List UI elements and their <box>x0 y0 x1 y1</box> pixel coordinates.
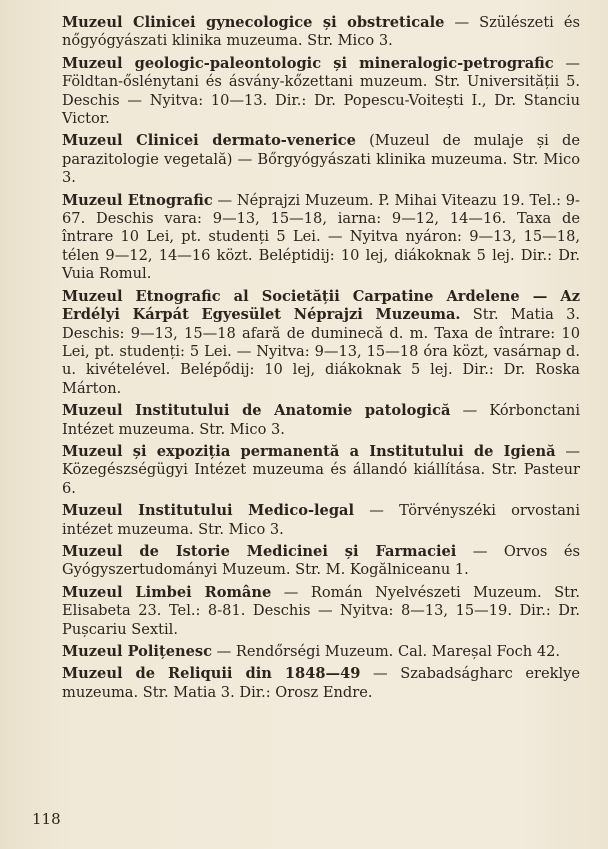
museum-entry-details: Str. Matia 3. Deschis: 9—13, 15—18 afară de duminecă d. m. Taxa de întrare: 10 Lei, pt. studenți: 5 Lei. — Nyitva: 9—13, 15—18 óra közt, vasárnap d. u. kivételével. Belépődij: 10 lej, diákoknak 5 lej. Dir.: Dr. Roska Márton. <box>62 306 580 397</box>
museum-entry-title: Muzeul de Reliquii din 1848—49 <box>62 665 361 683</box>
museum-entry-title: Muzeul și expoziția permanentă a Institutului de Igienă <box>62 442 556 460</box>
museum-entry <box>62 502 580 539</box>
museum-entry-details: — Rendőrségi Muzeum. Cal. Mareșal Foch 42. <box>212 643 561 660</box>
museum-entry <box>62 192 580 284</box>
museum-entry <box>62 288 580 398</box>
museum-entry-title: Muzeul Clinicei gynecologice și obstreticale <box>62 14 445 31</box>
museum-entry <box>62 443 580 498</box>
museum-entry <box>62 132 580 187</box>
museum-entry-details: — Kórbonctani Intézet muzeuma. Str. Mico 3. <box>62 402 580 438</box>
museum-entry-details: — Közegészségügyi Intézet muzeuma és állandó kiállítása. Str. Pasteur 6. <box>62 442 580 497</box>
museum-entry-details: — Román Nyelvészeti Muzeum. Str. Elisabeta 23. Tel.: 8-81. Deschis — Nyitva: 8—13, 15—19. Dir.: Dr. Pușcariu Sextil. <box>62 583 581 638</box>
museum-entry-title: Muzeul Institutului Medico-legal <box>62 502 355 520</box>
museum-entry-details: — Földtan-őslénytani és ásvány-kőzettani muzeum. Str. Universității 5. Deschis — Nyitva: 10—13. Dir.: Dr. Popescu-Voitești I., Dr. Stanciu Victor. <box>62 54 580 128</box>
museum-entry-title: Muzeul Institutului de Anatomie patologică <box>62 402 451 420</box>
museum-entry <box>62 584 580 639</box>
museum-entry-title: Muzeul Clinicei dermato-venerice <box>62 132 356 150</box>
museum-entry-details: — Orvos és Gyógyszertudományi Muzeum. Str. M. Kogălniceanu 1. <box>62 542 580 579</box>
museum-entry <box>62 402 580 439</box>
museum-entry-title: Muzeul Polițenesc <box>62 643 212 660</box>
museum-entry-details: — Szabadságharc ereklye muzeuma. Str. Matia 3. Dir.: Orosz Endre. <box>62 665 580 701</box>
museum-list <box>62 14 580 702</box>
museum-entry-title: Muzeul geologic-paleontologic și mineralogic-petrografic <box>62 54 554 72</box>
museum-entry-details: — Törvényszéki orvostani intézet muzeuma. Str. Mico 3. <box>62 502 580 538</box>
museum-entry-title: Muzeul de Istorie Medicinei și Farmaciei <box>62 542 457 560</box>
museum-entry <box>62 543 580 580</box>
museum-entry-title: Muzeul Etnografic <box>62 191 213 209</box>
museum-entry <box>62 55 580 129</box>
museum-entry <box>62 643 580 661</box>
museum-entry <box>62 665 580 702</box>
museum-entry-title: Muzeul Limbei Române <box>62 583 272 601</box>
museum-entry-details: — Szülészeti és nőgyógyászati klinika muzeuma. Str. Mico 3. <box>62 14 581 50</box>
museum-entry-details: — Néprajzi Muzeum. P. Mihai Viteazu 19. Tel.: 9-67. Deschis vara: 9—13, 15—18, iarna: 9—12, 14—16. Taxa de întrare 10 Lei, pt. studenți 5 Lei. — Nyitva nyáron: 9—13, 15—18, télen 9—12, 14—16 közt. Beléptidij: 10 lej, diákoknak 5 lej. Dir.: Dr. Vuia Romul. <box>62 191 580 283</box>
museum-entry <box>62 14 580 51</box>
museum-entry-title: Muzeul Etnografic al Societății Carpatine Ardelene — Az Erdélyi Kárpát Egyesület Néprajzi Muzeuma. <box>62 287 580 324</box>
page-number: 118 <box>32 810 61 828</box>
museum-entry-details: (Muzeul de mulaje și de parazitologie vegetală) — Bőrgyógyászati klinika muzeuma. Str. Mico 3. <box>62 132 580 187</box>
